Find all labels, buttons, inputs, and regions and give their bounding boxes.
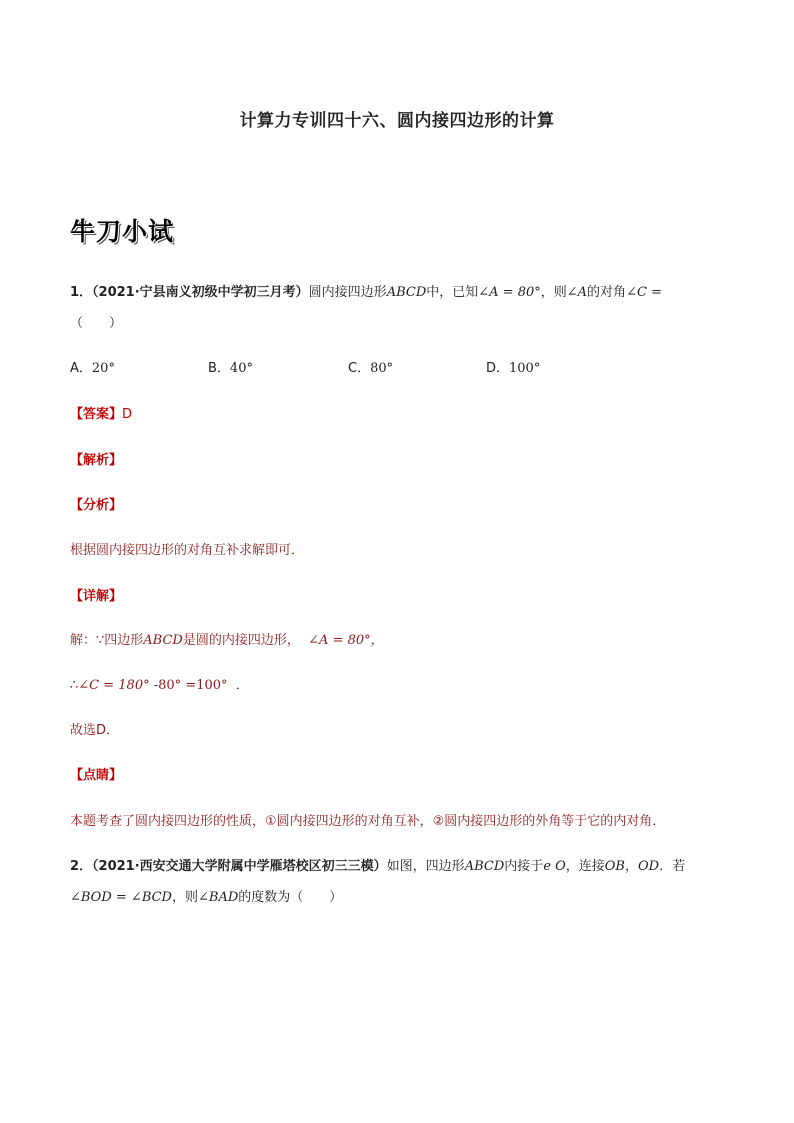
solution-line-3: 故选D．: [70, 723, 120, 738]
page-title: 计算力专训四十六、圆内接四边形的计算: [239, 111, 555, 131]
option-value: 100°: [509, 361, 541, 376]
q1-quad: ABCD: [386, 285, 427, 300]
q1-text: 的对角: [587, 285, 627, 300]
q1-angle-a: ∠A = 80°: [478, 285, 541, 300]
fenxi-tag: 【分析】: [70, 498, 123, 513]
q2-source: （2021·西安交通大学附属中学雁塔校区初三三模）: [92, 859, 387, 874]
sol-text: ∴: [70, 678, 79, 693]
solution-line-1: [70, 629, 384, 648]
dianjing-text: 本题考查了圆内接四边形的性质，①圆内接四边形的对角互补，②圆内接四边形的外角等于它的内对角．: [70, 814, 666, 829]
q2-text: ，则: [171, 890, 198, 905]
dianjing-tag: 【点睛】: [70, 768, 123, 783]
q2-quad: ABCD: [464, 859, 505, 874]
option-value: 40°: [229, 361, 253, 376]
sol-text: 解：∵四边形: [70, 633, 144, 648]
q1-text: 中，已知: [426, 285, 479, 300]
option-value: 80°: [370, 361, 394, 376]
fenxi-text: 根据圆内接四边形的对角互补求解即可．: [70, 543, 305, 558]
q2-stem-line-2: [70, 886, 342, 905]
q1-text: ，则: [540, 285, 567, 300]
sol-angle: ∠C = 180°: [78, 678, 150, 693]
xiangjie-tag: 【详解】: [70, 589, 123, 604]
q2-text: 内接于: [504, 859, 544, 874]
answer-tag: 【答案】: [70, 407, 123, 422]
q2-number: 2．: [70, 859, 93, 874]
q2-condition: ∠BOD = ∠BCD: [70, 890, 172, 905]
sol-angle: ∠A = 80°，: [308, 633, 384, 648]
q2-text: ，: [624, 859, 638, 874]
q2-text: 如图，四边形: [386, 859, 465, 874]
q1-answer: [70, 403, 132, 422]
analysis-tag: 【解析】: [70, 453, 123, 468]
q1-angle-c: ∠C =: [626, 285, 662, 300]
q2-text: ．若: [659, 859, 686, 874]
q1-number: 1．: [70, 285, 93, 300]
q2-text: ，连接: [565, 859, 605, 874]
answer-value: D: [122, 407, 133, 422]
sol-text: ．: [235, 678, 249, 693]
section-heading: 牛刀小试: [70, 217, 175, 246]
q2-circle: e O: [543, 859, 566, 874]
q2-stem-line-1: [70, 855, 685, 874]
q2-ob: OB: [604, 859, 625, 874]
q1-stem: [70, 281, 662, 300]
option-letter: D．: [486, 361, 510, 376]
sol-text: 是圆的内接四边形，: [182, 633, 300, 648]
q1-text: 圆内接四边形: [308, 285, 387, 300]
sol-value: -80°: [153, 678, 182, 693]
solution-line-2: [70, 674, 249, 693]
option-letter: A．: [70, 361, 92, 376]
sol-value: =100°: [185, 678, 228, 693]
q2-angle-bad: ∠BAD: [198, 890, 239, 905]
sol-quad: ABCD: [143, 633, 183, 648]
q1-option-b: [208, 357, 253, 376]
q1-option-d: [486, 357, 540, 376]
q1-option-c: [348, 357, 393, 376]
option-value: 20°: [91, 361, 115, 376]
q1-option-a: [70, 357, 115, 376]
option-letter: B．: [208, 361, 230, 376]
q1-angle-a2: ∠A: [566, 285, 588, 300]
q2-od: OD: [638, 859, 660, 874]
q2-text: 的度数为（ ）: [238, 890, 343, 905]
q1-source: （2021·宁县南义初级中学初三月考）: [92, 285, 309, 300]
option-letter: C．: [348, 361, 371, 376]
q1-blank: （ ）: [70, 316, 123, 331]
